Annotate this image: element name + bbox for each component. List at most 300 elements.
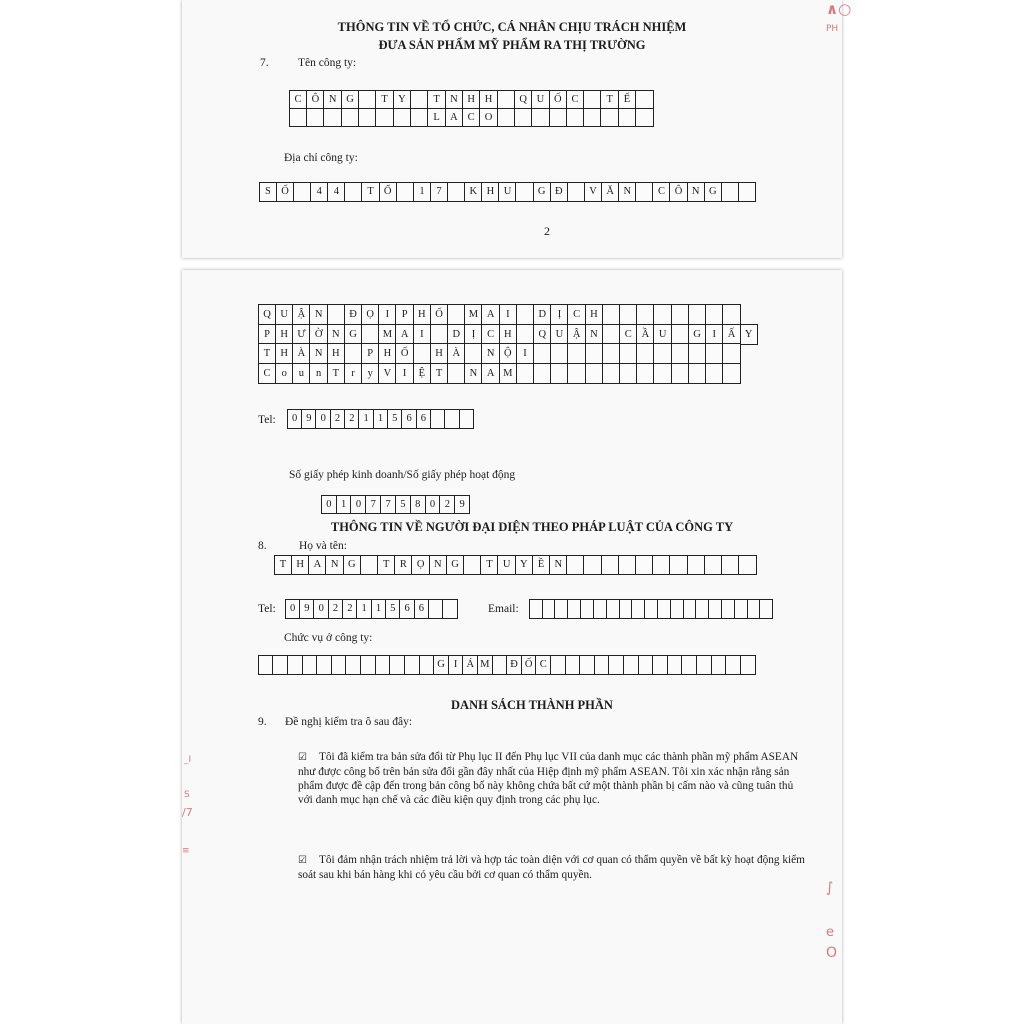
letter-box[interactable] [327, 304, 345, 325]
letter-box[interactable]: H [430, 343, 448, 364]
letter-box[interactable] [600, 108, 619, 127]
letter-box[interactable]: 0 [285, 599, 301, 619]
letter-box[interactable]: N [327, 324, 345, 345]
letter-box[interactable]: N [687, 182, 705, 202]
letter-box[interactable] [636, 343, 654, 364]
letter-box[interactable]: Ố [521, 655, 537, 675]
letter-box[interactable]: O [479, 108, 498, 127]
letter-box[interactable] [410, 90, 429, 109]
letter-box[interactable] [669, 555, 687, 575]
letter-box[interactable]: I [448, 655, 464, 675]
letter-box[interactable]: Ờ [309, 324, 327, 345]
letter-box[interactable]: H [413, 304, 431, 325]
letter-box[interactable] [618, 108, 637, 127]
letter-box[interactable] [566, 108, 585, 127]
letter-box[interactable]: I [705, 324, 723, 345]
letter-box[interactable]: A [445, 108, 464, 127]
letter-box[interactable]: Ị [464, 324, 482, 345]
letter-box[interactable]: 0 [350, 495, 366, 514]
letter-box[interactable] [652, 555, 670, 575]
letter-box[interactable]: T [274, 555, 292, 575]
letter-box[interactable] [550, 655, 566, 675]
letter-box[interactable]: Ố [430, 304, 448, 325]
letter-box[interactable] [430, 409, 446, 429]
letter-box[interactable]: U [275, 304, 293, 325]
letter-box[interactable]: H [499, 324, 517, 345]
letter-box[interactable]: 2 [330, 409, 346, 429]
letter-box[interactable]: Q [533, 324, 551, 345]
letter-box[interactable]: G [688, 324, 706, 345]
letter-box[interactable] [442, 599, 458, 619]
letter-box[interactable] [688, 363, 706, 384]
letter-box[interactable]: 1 [373, 409, 389, 429]
letter-box[interactable]: Đ [506, 655, 522, 675]
letter-box[interactable] [341, 108, 360, 127]
letter-box[interactable]: 7 [430, 182, 448, 202]
letter-box[interactable]: N [309, 304, 327, 325]
letter-box[interactable]: Ọ [411, 555, 429, 575]
letter-box[interactable]: H [481, 182, 499, 202]
letter-box[interactable] [463, 555, 481, 575]
letter-box[interactable]: U [531, 90, 550, 109]
letter-box[interactable]: G [344, 324, 362, 345]
letter-box[interactable]: o [275, 363, 293, 384]
letter-box[interactable] [653, 343, 671, 364]
letter-box[interactable] [671, 363, 689, 384]
letter-box[interactable] [464, 343, 482, 364]
letter-box[interactable]: C [652, 182, 670, 202]
letter-box[interactable] [583, 108, 602, 127]
letter-box[interactable] [497, 108, 516, 127]
letter-box[interactable] [667, 655, 683, 675]
letter-box[interactable] [688, 343, 706, 364]
letter-box[interactable]: H [291, 555, 309, 575]
letter-box[interactable]: T [430, 363, 448, 384]
letter-box[interactable] [636, 304, 654, 325]
letter-box[interactable]: H [462, 90, 481, 109]
stamp-fragment: ≡ [182, 846, 190, 856]
letter-box[interactable]: Y [740, 324, 758, 345]
letter-box[interactable]: D [533, 304, 551, 325]
letter-box[interactable] [653, 304, 671, 325]
letter-box[interactable] [704, 555, 722, 575]
letter-box[interactable] [345, 655, 361, 675]
letter-box[interactable]: 1 [413, 182, 431, 202]
letter-box[interactable] [516, 324, 534, 345]
letter-box[interactable]: H [585, 304, 603, 325]
declaration-2-text: Tôi đảm nhận trách nhiệm trả lời và hợp tác toàn diện với cơ quan có thẩm quyền về bất kỳ hoạt động kiểm soát sau khi bán hàng khi có yêu cầu bởi cơ quan có thẩm quyền. [298, 854, 805, 881]
letter-box[interactable]: R [394, 555, 412, 575]
letter-box[interactable]: Ố [549, 90, 568, 109]
letter-box[interactable] [567, 363, 585, 384]
letter-box[interactable]: C [462, 108, 481, 127]
letter-box[interactable]: T [258, 343, 276, 364]
letter-box[interactable]: G [433, 655, 449, 675]
letter-box[interactable] [533, 343, 551, 364]
letter-box[interactable]: 9 [301, 409, 317, 429]
letter-box[interactable]: À [292, 343, 310, 364]
letter-box[interactable]: N [464, 363, 482, 384]
letter-box[interactable] [389, 655, 405, 675]
letter-box[interactable] [681, 655, 697, 675]
letter-box[interactable] [608, 655, 624, 675]
letter-box[interactable] [516, 363, 534, 384]
letter-box[interactable]: 1 [371, 599, 387, 619]
letter-box[interactable]: Ọ [361, 304, 379, 325]
legal-rep-heading: THÔNG TIN VỀ NGƯỜI ĐẠI DIỆN THEO PHÁP LUẬT CỦA CÔNG TY [330, 520, 734, 534]
letter-box[interactable]: P [395, 304, 413, 325]
letter-box[interactable]: C [258, 363, 276, 384]
license-number-grid [322, 496, 470, 514]
letter-box[interactable]: T [375, 90, 394, 109]
letter-box[interactable]: A [395, 324, 413, 345]
letter-box[interactable]: Ổ [379, 182, 397, 202]
letter-box[interactable]: S [259, 182, 277, 202]
letter-box[interactable] [447, 304, 465, 325]
letter-box[interactable] [623, 655, 639, 675]
letter-box[interactable]: Ố [276, 182, 294, 202]
letter-box[interactable] [740, 655, 756, 675]
letter-box[interactable]: 2 [344, 409, 360, 429]
letter-box[interactable]: G [446, 555, 464, 575]
letter-box[interactable]: U [498, 182, 516, 202]
item-9-number: 9. [258, 716, 267, 728]
letter-box[interactable]: N [585, 324, 603, 345]
letter-box[interactable] [375, 108, 394, 127]
letter-box[interactable] [549, 108, 568, 127]
letter-box[interactable]: I [516, 343, 534, 364]
letter-box[interactable] [550, 343, 568, 364]
letter-box[interactable]: Ấ [722, 324, 740, 345]
letter-box[interactable] [635, 108, 654, 127]
letter-box[interactable] [516, 304, 534, 325]
letter-box[interactable] [361, 324, 379, 345]
stamp-fragment: ∧○ [826, 0, 852, 18]
letter-box[interactable] [602, 343, 620, 364]
letter-box[interactable] [444, 409, 460, 429]
letter-box[interactable]: 0 [313, 599, 329, 619]
letter-box[interactable] [653, 363, 671, 384]
letter-box[interactable] [331, 655, 347, 675]
letter-box[interactable] [583, 90, 602, 109]
letter-box[interactable]: 9 [299, 599, 315, 619]
position-grid [259, 656, 756, 675]
letter-box[interactable]: 1 [336, 495, 352, 514]
letter-box[interactable] [567, 343, 585, 364]
company-name-grid [290, 91, 654, 127]
letter-box[interactable]: 5 [385, 599, 401, 619]
letter-box[interactable]: u [292, 363, 310, 384]
letter-box[interactable] [635, 182, 653, 202]
letter-box[interactable]: 6 [416, 409, 432, 429]
letter-box[interactable] [722, 304, 740, 325]
letter-box[interactable] [492, 655, 508, 675]
letter-box[interactable]: y [361, 363, 379, 384]
letter-box[interactable] [515, 182, 533, 202]
letter-box[interactable] [636, 363, 654, 384]
letter-box[interactable]: D [447, 324, 465, 345]
letter-box[interactable]: M [477, 655, 493, 675]
letter-box[interactable]: G [341, 90, 360, 109]
letter-box[interactable]: 0 [315, 409, 331, 429]
letter-box[interactable]: M [378, 324, 396, 345]
letter-box[interactable]: H [479, 90, 498, 109]
letter-box[interactable]: V [378, 363, 396, 384]
letter-box[interactable] [393, 108, 412, 127]
letter-box[interactable] [671, 324, 689, 345]
letter-box[interactable] [293, 182, 311, 202]
letter-box[interactable] [531, 108, 550, 127]
letter-box[interactable] [671, 304, 689, 325]
letter-box[interactable]: H [378, 343, 396, 364]
letter-box[interactable] [721, 555, 739, 575]
letter-box[interactable] [360, 655, 376, 675]
letter-box[interactable]: T [377, 555, 395, 575]
letter-box[interactable]: 5 [387, 409, 403, 429]
letter-box[interactable]: C [289, 90, 308, 109]
letter-box[interactable] [419, 655, 435, 675]
letter-box[interactable]: Ố [395, 343, 413, 364]
letter-box[interactable] [396, 182, 414, 202]
letter-box[interactable]: G [343, 555, 361, 575]
letter-box[interactable]: n [309, 363, 327, 384]
letter-box[interactable] [635, 555, 653, 575]
letter-box[interactable]: A [481, 304, 499, 325]
letter-box[interactable] [585, 343, 603, 364]
letter-box[interactable]: N [323, 90, 342, 109]
letter-box[interactable] [344, 343, 362, 364]
letter-box[interactable] [602, 304, 620, 325]
letter-box[interactable] [447, 363, 465, 384]
checkbox-checked-icon[interactable]: ☑ [298, 855, 307, 866]
checkbox-checked-icon[interactable]: ☑ [298, 752, 307, 763]
letter-box[interactable]: T [327, 363, 345, 384]
letter-box[interactable]: C [566, 90, 585, 109]
letter-box[interactable]: Ề [532, 555, 550, 575]
letter-box[interactable] [618, 555, 636, 575]
letter-box[interactable]: A [308, 555, 326, 575]
letter-box[interactable]: G [533, 182, 551, 202]
letter-box[interactable] [705, 343, 723, 364]
letter-box[interactable] [619, 343, 637, 364]
rep-name-label: Họ và tên: [299, 540, 347, 552]
letter-box[interactable]: I [413, 324, 431, 345]
document-page-1 [182, 0, 842, 258]
letter-box[interactable] [302, 655, 318, 675]
letter-box[interactable]: 0 [425, 495, 441, 514]
letter-box[interactable] [358, 90, 377, 109]
letter-box[interactable]: Ầ [636, 324, 654, 345]
letter-box[interactable] [585, 363, 603, 384]
letter-box[interactable] [711, 655, 727, 675]
letter-box[interactable] [601, 555, 619, 575]
letter-box[interactable]: 1 [358, 409, 374, 429]
letter-box[interactable] [404, 655, 420, 675]
letter-box[interactable]: 4 [310, 182, 328, 202]
letter-box[interactable] [738, 555, 756, 575]
letter-box[interactable]: Q [514, 90, 533, 109]
letter-box[interactable] [687, 555, 705, 575]
letter-box[interactable]: Q [258, 304, 276, 325]
letter-box[interactable]: N [481, 343, 499, 364]
declaration-2 [298, 853, 808, 882]
letter-box[interactable] [705, 304, 723, 325]
letter-box[interactable]: H [275, 343, 293, 364]
letter-box[interactable] [722, 343, 740, 364]
letter-box[interactable]: 0 [287, 409, 303, 429]
letter-box[interactable]: M [464, 304, 482, 325]
letter-box[interactable]: H [275, 324, 293, 345]
letter-box[interactable] [447, 182, 465, 202]
letter-box[interactable]: N [309, 343, 327, 364]
letter-box[interactable] [410, 108, 429, 127]
letter-box[interactable]: 5 [395, 495, 411, 514]
letter-box[interactable]: T [361, 182, 379, 202]
letter-box[interactable]: Ế [618, 90, 637, 109]
letter-box[interactable]: 6 [399, 599, 415, 619]
stamp-fragment: O [826, 945, 838, 961]
letter-box[interactable] [619, 363, 637, 384]
letter-box[interactable]: 2 [342, 599, 358, 619]
letter-box[interactable] [428, 599, 444, 619]
letter-box[interactable] [287, 655, 303, 675]
letter-box[interactable] [550, 363, 568, 384]
letter-box[interactable]: 0 [321, 495, 337, 514]
letter-box[interactable]: V [584, 182, 602, 202]
letter-box[interactable] [360, 555, 378, 575]
letter-box[interactable] [688, 304, 706, 325]
letter-box[interactable]: Ư [292, 324, 310, 345]
letter-box[interactable] [696, 655, 712, 675]
letter-box[interactable]: C [535, 655, 551, 675]
letter-box[interactable]: U [653, 324, 671, 345]
letter-box[interactable]: Đ [550, 182, 568, 202]
item-9-label: Đề nghị kiểm tra ô sau đây: [285, 716, 413, 728]
letter-box[interactable] [566, 555, 584, 575]
letter-box[interactable]: À [447, 343, 465, 364]
letter-box[interactable] [602, 363, 620, 384]
letter-box[interactable] [602, 324, 620, 345]
letter-box[interactable]: C [481, 324, 499, 345]
letter-box[interactable]: Ô [306, 90, 325, 109]
letter-box[interactable] [459, 409, 475, 429]
letter-box[interactable]: N [445, 90, 464, 109]
letter-box[interactable]: Ậ [292, 304, 310, 325]
letter-box[interactable] [619, 304, 637, 325]
letter-box[interactable]: I [378, 304, 396, 325]
letter-box[interactable] [759, 599, 773, 619]
letter-box[interactable] [583, 555, 601, 575]
letter-box[interactable]: N [549, 555, 567, 575]
letter-box[interactable]: P [258, 324, 276, 345]
letter-box[interactable] [533, 363, 551, 384]
letter-box[interactable]: K [464, 182, 482, 202]
letter-box[interactable]: Y [393, 90, 412, 109]
letter-box[interactable] [722, 363, 740, 384]
letter-box[interactable]: T [427, 90, 446, 109]
company-name-label: Tên công ty: [298, 57, 357, 69]
letter-box[interactable] [316, 655, 332, 675]
letter-box[interactable]: Đ [344, 304, 362, 325]
letter-box[interactable] [358, 108, 377, 127]
letter-box[interactable]: Ị [550, 304, 568, 325]
address-continued-grid [259, 305, 758, 384]
letter-box[interactable]: T [600, 90, 619, 109]
letter-box[interactable]: A [481, 363, 499, 384]
letter-box[interactable] [738, 182, 756, 202]
letter-box[interactable] [705, 363, 723, 384]
letter-box[interactable] [344, 182, 362, 202]
letter-box[interactable]: N [618, 182, 636, 202]
letter-box[interactable]: C [567, 304, 585, 325]
letter-box[interactable] [323, 108, 342, 127]
letter-box[interactable]: 7 [380, 495, 396, 514]
letter-box[interactable] [413, 343, 431, 364]
letter-box[interactable]: L [427, 108, 446, 127]
letter-box[interactable]: Y [515, 555, 533, 575]
letter-box[interactable]: I [395, 363, 413, 384]
letter-box[interactable] [579, 655, 595, 675]
letter-box[interactable]: U [550, 324, 568, 345]
letter-box[interactable]: 9 [454, 495, 470, 514]
letter-box[interactable]: N [325, 555, 343, 575]
letter-box[interactable]: Ậ [567, 324, 585, 345]
letter-box[interactable] [306, 108, 325, 127]
letter-box[interactable]: r [344, 363, 362, 384]
letter-box[interactable] [638, 655, 654, 675]
letter-box[interactable] [514, 108, 533, 127]
letter-box[interactable] [375, 655, 391, 675]
letter-box[interactable] [594, 655, 610, 675]
letter-box[interactable] [289, 108, 308, 127]
letter-box[interactable]: 2 [439, 495, 455, 514]
letter-box[interactable]: C [619, 324, 637, 345]
letter-box[interactable]: 1 [356, 599, 372, 619]
letter-box[interactable]: I [499, 304, 517, 325]
letter-box[interactable]: G [704, 182, 722, 202]
letter-box[interactable] [652, 655, 668, 675]
stamp-fragment: PH [826, 24, 839, 34]
letter-box[interactable]: H [327, 343, 345, 364]
letter-box[interactable] [258, 655, 274, 675]
letter-box[interactable] [635, 90, 654, 109]
letter-box[interactable]: 4 [327, 182, 345, 202]
letter-box[interactable]: Ộ [499, 343, 517, 364]
letter-box[interactable] [272, 655, 288, 675]
letter-box[interactable]: 6 [414, 599, 430, 619]
letter-box[interactable]: Ă [601, 182, 619, 202]
letter-box[interactable]: 7 [365, 495, 381, 514]
letter-box[interactable]: 2 [328, 599, 344, 619]
letter-box[interactable]: M [499, 363, 517, 384]
letter-box[interactable]: Ô [669, 182, 687, 202]
letter-box[interactable]: 6 [401, 409, 417, 429]
letter-box[interactable]: T [480, 555, 498, 575]
letter-box[interactable] [565, 655, 581, 675]
letter-box[interactable]: U [497, 555, 515, 575]
letter-box[interactable] [671, 343, 689, 364]
letter-box[interactable] [430, 324, 448, 345]
letter-box[interactable]: Á [462, 655, 478, 675]
letter-box[interactable] [497, 90, 516, 109]
letter-box[interactable]: Ệ [413, 363, 431, 384]
letter-box[interactable] [725, 655, 741, 675]
letter-box[interactable]: 8 [410, 495, 426, 514]
letter-box[interactable] [567, 182, 585, 202]
letter-box[interactable]: P [361, 343, 379, 364]
letter-box[interactable]: N [429, 555, 447, 575]
letter-box[interactable] [721, 182, 739, 202]
